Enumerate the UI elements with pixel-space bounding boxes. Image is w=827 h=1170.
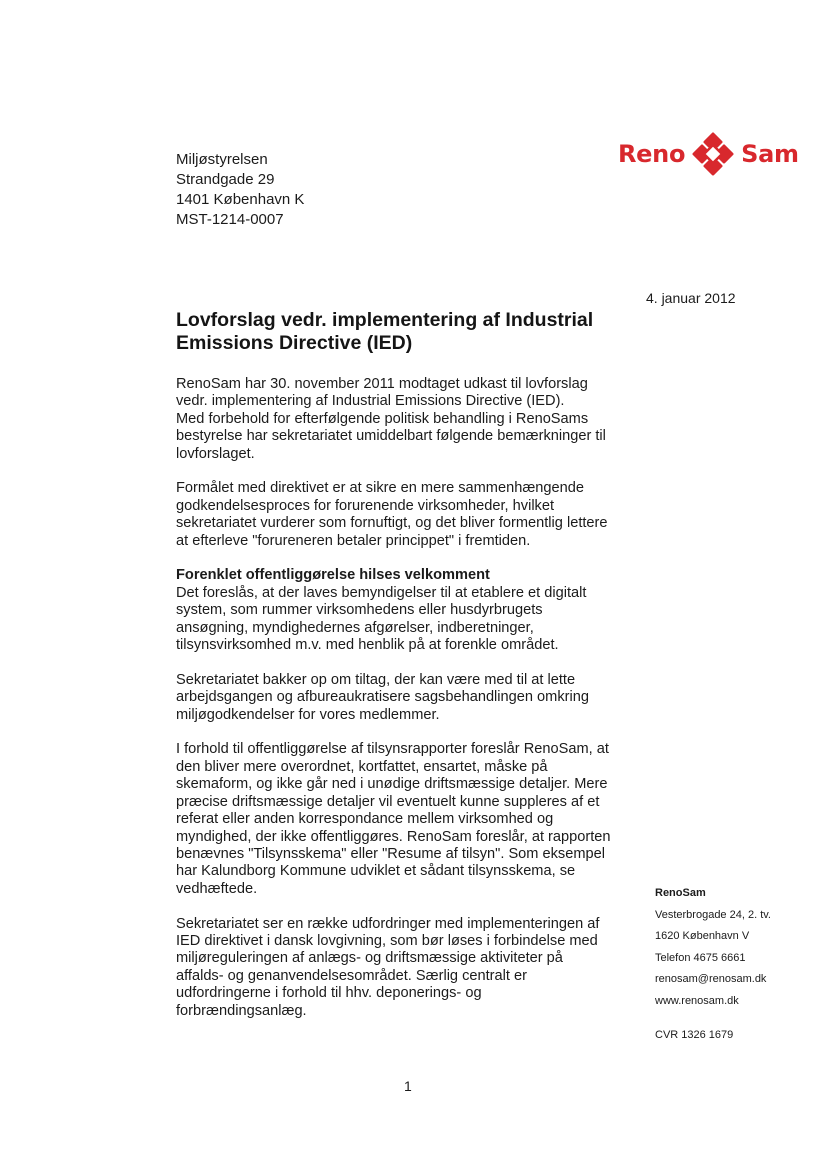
letter-title: [176, 309, 593, 355]
text-line: system, som rummer virksomhedens eller husdyrbrugets: [176, 602, 543, 619]
title-line: Emissions Directive (IED): [176, 332, 413, 354]
recipient-line: Strandgade 29: [176, 171, 275, 188]
text-line: tilsynsvirksomhed m.v. med henblik på at forenkle området.: [176, 637, 559, 654]
text-line: den bliver mere overordnet, kortfattet, ensartet, måske på: [176, 758, 548, 775]
renosam-logo: [618, 128, 799, 180]
text-line: affalds- og genanvendelsesområdet. Særlig centralt er: [176, 967, 527, 984]
text-line: benævnes "Tilsynsskema" eller "Resume af tilsyn". Som eksempel: [176, 845, 605, 862]
recipient-address: [176, 150, 304, 230]
text-line: forbrændingsanlæg.: [176, 1002, 307, 1019]
contact-org: RenoSam: [655, 887, 706, 899]
logo-word-right: Sam: [741, 140, 799, 168]
text-line: har Kalundborg Kommune udviklet et sådant tilsynsskema, se: [176, 863, 576, 880]
text-line: myndighed, der ikke offentliggøres. RenoSam foreslår, at rapporten: [176, 828, 611, 845]
text-line: at efterleve "forureneren betaler princippet" i fremtiden.: [176, 532, 531, 549]
text-line: I forhold til offentliggørelse af tilsynsrapporter foreslår RenoSam, at: [176, 741, 609, 758]
text-line: miljøreguleringen af anlægs- og driftsmæssige aktiviteter på: [176, 950, 563, 967]
text-line: IED direktivet i dansk lovgivning, som bør løses i forbindelse med: [176, 932, 598, 949]
paragraph-simplified-publication: [176, 567, 636, 654]
section-heading: Forenklet offentliggørelse hilses velkomment: [176, 567, 490, 584]
paragraph-challenges: [176, 916, 636, 1020]
text-line: skemaform, og ikke går ned i unødige driftsmæssige detaljer. Mere: [176, 776, 608, 793]
contact-email: renosam@renosam.dk: [655, 973, 767, 985]
renosam-diamond-logo-icon: [691, 130, 735, 178]
title-line: Lovforslag vedr. implementering af Industrial: [176, 309, 594, 331]
contact-city: 1620 København V: [655, 930, 750, 942]
text-line: arbejdsgangen og afbureaukratisere sagsbehandlingen omkring: [176, 689, 589, 706]
text-line: Med forbehold for efterfølgende politisk behandling i RenoSams: [176, 410, 589, 427]
text-line: RenoSam har 30. november 2011 modtaget udkast til lovforslag: [176, 376, 588, 392]
paragraph-support: [176, 672, 636, 724]
contact-phone: Telefon 4675 6661: [655, 951, 746, 964]
paragraph-purpose: [176, 480, 636, 550]
text-line: sekretariatet vurderer som fornuftigt, og det bliver formentlig lettere: [176, 515, 608, 532]
text-line: vedr. implementering af Industrial Emissions Directive (IED).: [176, 393, 565, 410]
logo-word-left: Reno: [618, 140, 686, 168]
text-line: udfordringerne i forhold til hhv. deponerings- og: [176, 985, 482, 1002]
text-line: referat eller anden korrespondance mellem virksomhed og: [176, 811, 554, 828]
text-line: præcise driftsmæssige detaljer vil eventuelt kunne suppleres af et: [176, 793, 600, 810]
contact-web: www.renosam.dk: [655, 994, 739, 1007]
letter-date: 4. januar 2012: [646, 290, 736, 306]
text-line: godkendelsesproces for forurenende virksomheder, hvilket: [176, 497, 555, 514]
sender-contact: [655, 883, 771, 1012]
recipient-line: MST-1214-0007: [176, 211, 284, 228]
text-line: ansøgning, myndighedernes afgørelser, indberetninger,: [176, 619, 534, 636]
paragraph-inspection-reports: [176, 741, 636, 898]
text-line: miljøgodkendelser for vores medlemmer.: [176, 706, 440, 723]
text-line: Sekretariatet ser en række udfordringer med implementeringen af: [176, 915, 600, 932]
text-line: Formålet med direktivet er at sikre en mere sammenhængende: [176, 480, 584, 497]
recipient-line: Miljøstyrelsen: [176, 151, 268, 168]
text-line: vedhæftede.: [176, 880, 258, 897]
text-line: lovforslaget.: [176, 445, 255, 462]
text-line: Sekretariatet bakker op om tiltag, der kan være med til at lette: [176, 671, 576, 688]
page-number: 1: [404, 1078, 412, 1094]
paragraph-intro: [176, 376, 636, 463]
letter-body: [176, 376, 636, 1037]
recipient-line: 1401 København K: [176, 191, 305, 208]
contact-street: Vesterbrogade 24, 2. tv.: [655, 908, 771, 921]
text-line: Det foreslås, at der laves bemyndigelser til at etablere et digitalt: [176, 584, 587, 601]
text-line: bestyrelse har sekretariatet umiddelbart følgende bemærkninger til: [176, 428, 606, 445]
contact-cvr: CVR 1326 1679: [655, 1029, 734, 1041]
